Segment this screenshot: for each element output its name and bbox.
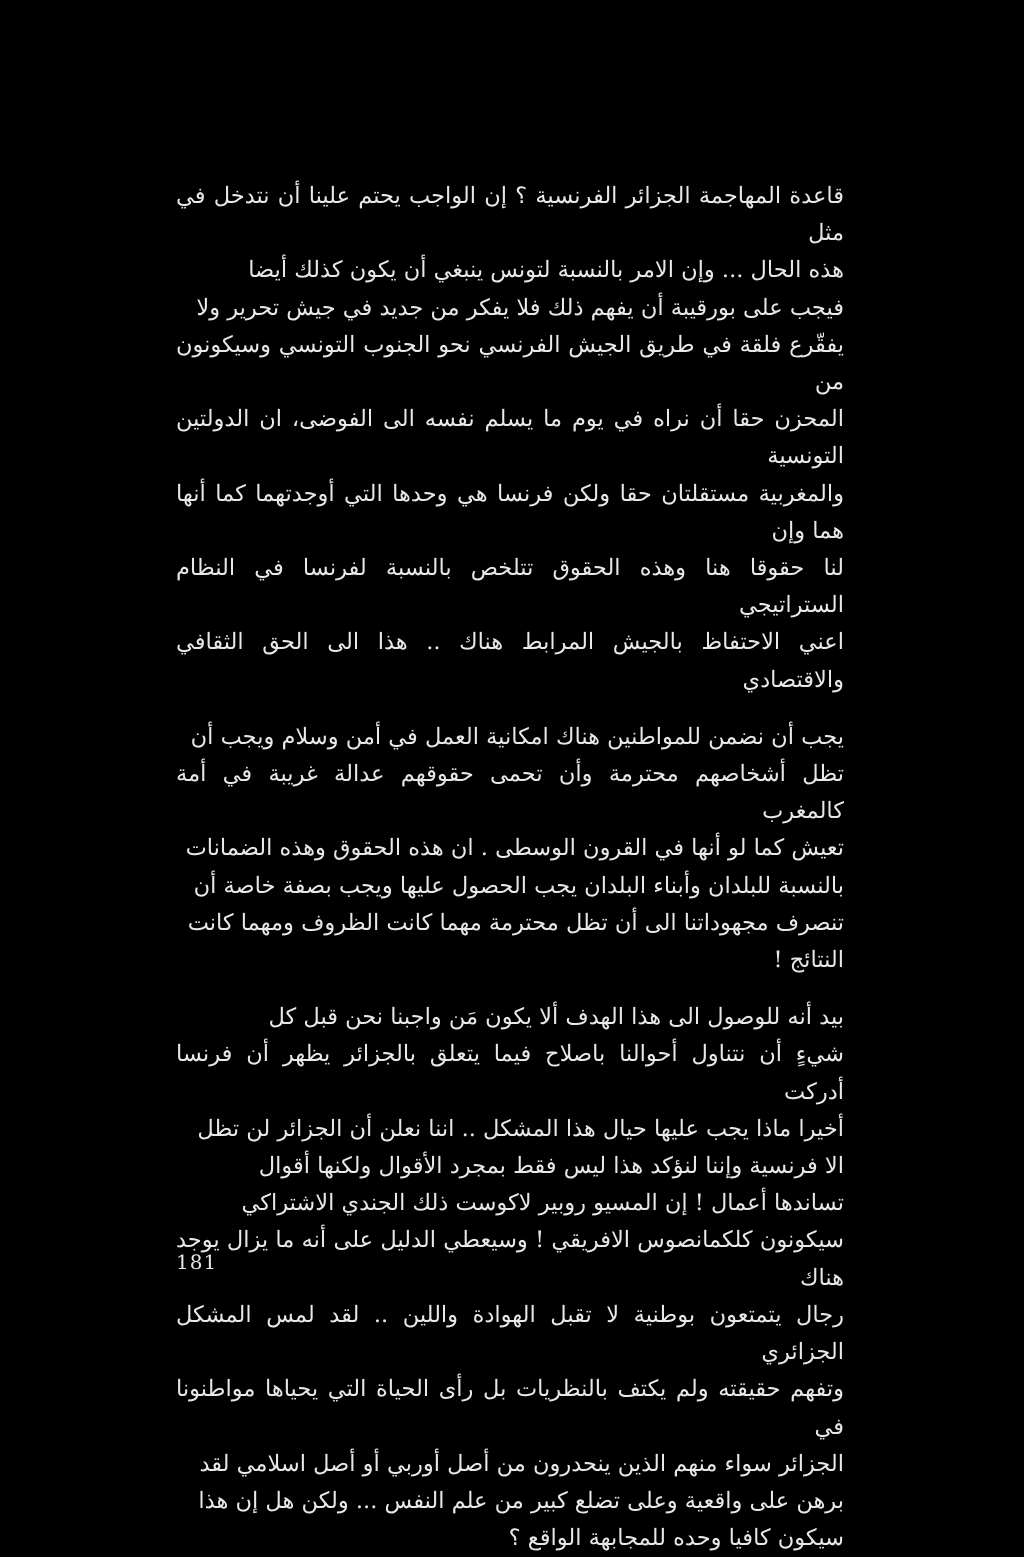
paragraph-1: قاعدة المهاجمة الجزائر الفرنسية ؟ إن الواجب يحتم علينا أن نتدخل في مثل هذه الحال ... وإن الامر بالنسبة لتونس ينبغي أن يكون كذلك أيضا فيجب على بورقيبة أن يفهم ذلك فلا يفكر من جديد في جيش تحرير ولا يفقّرع فلقة في طريق الجيش الفرنسي نحو الجنوب التونسي وسيكونون من المحزن حقا أن نراه في يوم ما يسلم نفسه الى الفوضى، ان الدولتين التونسية والمغربية مستقلتان حقا ولكن فرنسا هي وحدها التي أوجدتهما كما أنها هما وإن لنا حقوقا هنا وهذه الحقوق تتلخص بالنسبة لفرنسا في النظام الستراتيجي اعني الاحتفاظ بالجيش المرابط هناك .. هذا الى الحق الثقافي والاقتصادي: [176, 183, 844, 693]
page-number: 181: [176, 1250, 218, 1274]
paragraph-3: بيد أنه للوصول الى هذا الهدف ألا يكون مَن واجبنا نحن قبل كل شيءٍ أن نتناول أحوالنا باصلاح فيما يتعلق بالجزائر يظهر أن فرنسا أدركت أخيرا ماذا يجب عليها حيال هذا المشكل .. اننا نعلن أن الجزائر لن تظل الا فرنسية وإننا لنؤكد هذا ليس فقط بمجرد الأقوال ولكنها أقوال تساندها أعمال ! إن المسيو روبير لاكوست ذلك الجندي الاشتراكي سيكونون كلكمانصوس الافريقي ! وسيعطي الدليل على أنه ما يزال يوجد هناك رجال يتمتعون بوطنية لا تقبل الهوادة واللين .. لقد لمس المشكل الجزائري وتفهم حقيقته ولم يكتف بالنظريات بل رأى الحياة التي يحياها مواطنونا في الجزائر سواء منهم الذين ينحدرون من أصل أوربي أو أصل اسلامي لقد برهن على واقعية وعلى تضلع كبير من علم النفس ... ولكن هل إن هذا سيكون كافيا وحده للمجابهة الواقع ؟: [176, 1004, 844, 1552]
paragraph-2: يجب أن نضمن للمواطنين هناك امكانية العمل في أمن وسلام ويجب أن تظل أشخاصهم محترمة وأن تحمى حقوقهم عدالة غريبة في أمة كالمغرب تعيش كما لو أنها في القرون الوسطى . ان هذه الحقوق وهذه الضمانات بالنسبة للبلدان وأبناء البلدان يجب الحصول عليها ويجب بصفة خاصة أن تنصرف مجهوداتنا الى أن تظل محترمة مهما كانت الظروف ومهما كانت النتائج !: [176, 723, 844, 974]
page-body-text: [176, 178, 844, 1557]
